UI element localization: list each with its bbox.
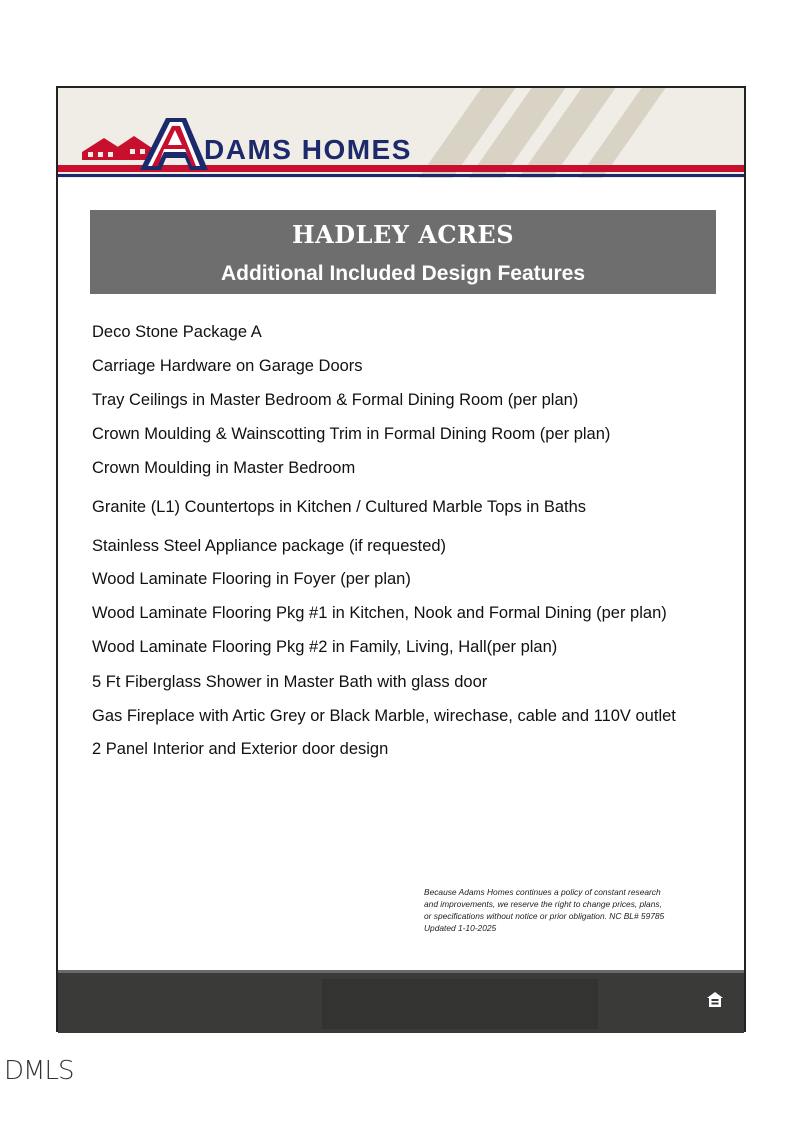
feature-item: Crown Moulding & Wainscotting Trim in Formal Dining Room (per plan)	[92, 425, 611, 443]
legal-disclaimer: Because Adams Homes continues a policy of constant research and improvements, we reserve the right to change prices, plans, or specifications without notice or prior obligation. NC BL# 59785 Updated 1-10-2025	[424, 887, 665, 933]
feature-item: 2 Panel Interior and Exterior door design	[92, 740, 389, 758]
feature-item: Granite (L1) Countertops in Kitchen / Cultured Marble Tops in Baths	[92, 498, 587, 516]
feature-item: 5 Ft Fiberglass Shower in Master Bath with glass door	[92, 673, 488, 691]
section-subtitle: Additional Included Design Features	[220, 262, 586, 285]
flyer-page	[56, 86, 746, 1032]
feature-item: Carriage Hardware on Garage Doors	[92, 357, 363, 375]
community-name: HADLEY ACRES	[291, 220, 515, 249]
equal-housing-opportunity-icon	[706, 991, 724, 1009]
feature-item: Crown Moulding in Master Bedroom	[92, 459, 356, 477]
logo-wordmark: DAMS HOMES	[204, 134, 412, 165]
feature-item: Tray Ceilings in Master Bedroom & Formal Dining Room (per plan)	[92, 391, 579, 409]
feature-item: Gas Fireplace with Artic Grey or Black Marble, wirechase, cable and 110V outlet	[92, 707, 676, 725]
feature-item: Wood Laminate Flooring Pkg #2 in Family, Living, Hall(per plan)	[92, 638, 558, 656]
dmls-watermark: DMLS	[4, 1056, 74, 1086]
feature-item: Deco Stone Package A	[92, 323, 262, 341]
feature-item: Stainless Steel Appliance package (if requested)	[92, 537, 447, 555]
title-block	[90, 210, 716, 294]
feature-item: Wood Laminate Flooring Pkg #1 in Kitchen, Nook and Formal Dining (per plan)	[92, 604, 667, 622]
header-banner	[58, 88, 744, 178]
feature-item: Wood Laminate Flooring in Foyer (per plan)	[92, 570, 411, 588]
footer-bar	[58, 970, 744, 1033]
